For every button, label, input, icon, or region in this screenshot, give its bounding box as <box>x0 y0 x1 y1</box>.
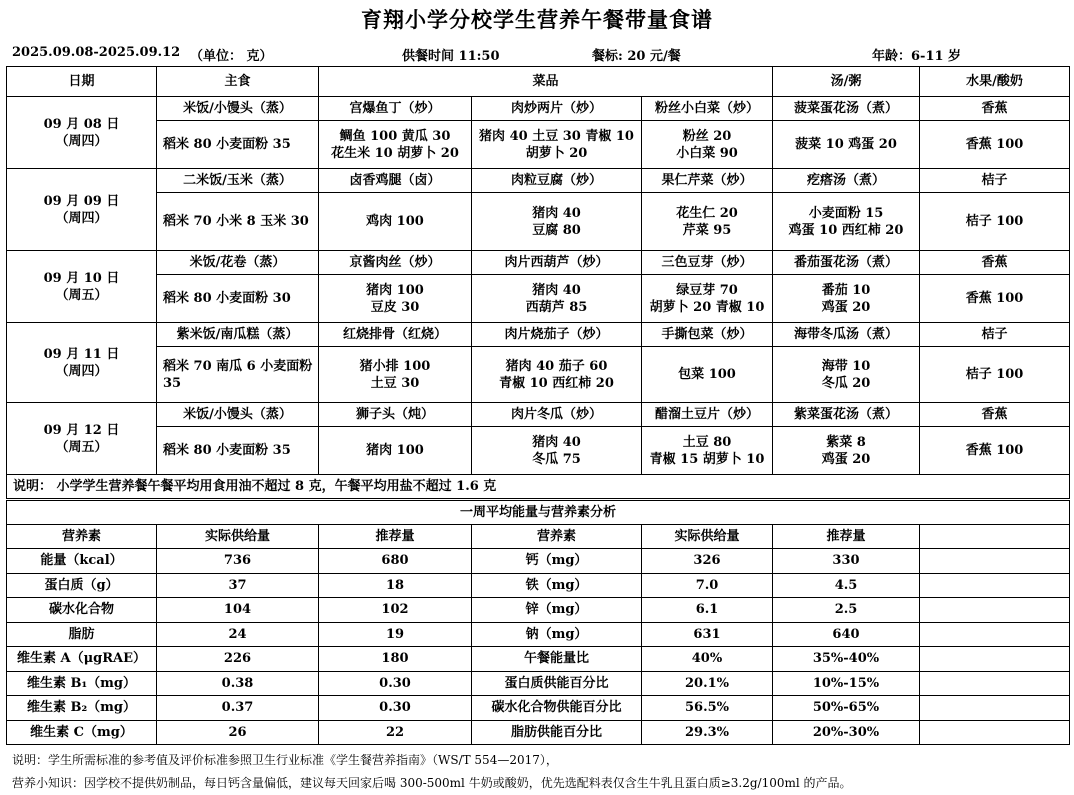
nutrient-name: 蛋白质供能百分比 <box>472 671 642 696</box>
ingredient-line: 豆腐 80 <box>532 222 581 238</box>
soup-name: 紫菜蛋花汤（煮） <box>773 403 920 427</box>
nutrient-row <box>7 696 1070 721</box>
soup-name: 海带冬瓜汤（煮） <box>773 323 920 347</box>
recommended-value: 22 <box>319 720 472 745</box>
ingredient-line: 豆皮 30 <box>370 299 420 315</box>
staple-name: 二米饭/玉米（蒸） <box>157 169 319 193</box>
recommended-value: 35%-40% <box>773 647 920 672</box>
recommended-value: 19 <box>319 622 472 647</box>
date-range: 2025.09.08-2025.09.12 <box>12 45 181 60</box>
dish-name: 狮子头（炖） <box>319 403 472 427</box>
day-row <box>7 251 1070 275</box>
nutrition-body <box>7 501 1070 745</box>
actual-value: 7.0 <box>642 573 773 598</box>
dish-name: 肉片西葫芦（炒） <box>472 251 642 275</box>
menu-note-row <box>7 475 1070 499</box>
actual-value: 0.38 <box>157 671 319 696</box>
dish-ingredients <box>472 427 642 475</box>
dish-name: 卤香鸡腿（卤） <box>319 169 472 193</box>
actual-header: 实际供给量 <box>642 525 773 549</box>
empty-cell <box>920 549 1070 574</box>
empty-cell <box>920 696 1070 721</box>
staple-name: 紫米饭/南瓜糕（蒸） <box>157 323 319 347</box>
actual-header: 实际供给量 <box>157 525 319 549</box>
ingredient-line: 菠菜 10 鸡蛋 20 <box>795 137 897 152</box>
ingredient-line: 鸡蛋 20 <box>821 451 871 467</box>
staple-ingredients: 稻米 70 小米 8 玉米 30 <box>157 193 319 251</box>
nutrient-row <box>7 549 1070 574</box>
date-text: 09 月 08 日 <box>43 116 120 132</box>
weekday-text: （周四） <box>55 210 108 226</box>
ingredient-line: 土豆 30 <box>370 375 420 391</box>
date-text: 09 月 12 日 <box>43 422 120 438</box>
staple-name: 米饭/花卷（蒸） <box>157 251 319 275</box>
header-date: 日期 <box>7 67 157 97</box>
actual-value: 37 <box>157 573 319 598</box>
ingredient-line: 绿豆芽 70 <box>676 282 738 298</box>
nutrient-header: 营养素 <box>472 525 642 549</box>
soup-ingredients <box>773 193 920 251</box>
nutrient-name: 维生素 A（μgRAE） <box>7 647 157 672</box>
ingredient-line: 冬瓜 75 <box>532 451 581 467</box>
recommended-value: 10%-15% <box>773 671 920 696</box>
nutrient-row <box>7 598 1070 623</box>
fruit-name: 香蕉 <box>920 97 1070 121</box>
nutrient-name: 维生素 C（mg） <box>7 720 157 745</box>
nutrient-name: 脂肪 <box>7 622 157 647</box>
ingredient-row <box>7 193 1070 251</box>
dish-name: 醋溜土豆片（炒） <box>642 403 773 427</box>
ingredient-line: 猪肉 40 <box>532 282 581 298</box>
dish-ingredients <box>642 275 773 323</box>
ingredient-line: 鸡蛋 10 西红柿 20 <box>788 222 904 238</box>
ingredient-line: 胡萝卜 20 <box>525 145 588 161</box>
dish-name: 肉片烧茄子（炒） <box>472 323 642 347</box>
nutrient-name: 钠（mg） <box>472 622 642 647</box>
actual-value: 0.37 <box>157 696 319 721</box>
ingredient-line: 海带 10 <box>821 358 871 374</box>
recommended-value: 180 <box>319 647 472 672</box>
serve-time: 供餐时间 11:50 <box>402 49 500 64</box>
dish-ingredients <box>642 193 773 251</box>
nutrient-name: 铁（mg） <box>472 573 642 598</box>
nutrient-name: 钙（mg） <box>472 549 642 574</box>
nutrient-row <box>7 720 1070 745</box>
actual-value: 56.5% <box>642 696 773 721</box>
fruit-name: 香蕉 <box>920 403 1070 427</box>
menu-body <box>7 67 1070 499</box>
weekday-text: （周四） <box>55 363 108 379</box>
actual-value: 631 <box>642 622 773 647</box>
dish-ingredients <box>642 347 773 403</box>
ingredient-line: 鸡蛋 20 <box>821 299 871 315</box>
staple-ingredients: 稻米 80 小麦面粉 30 <box>157 275 319 323</box>
staple-ingredients: 稻米 70 南瓜 6 小麦面粉 35 <box>157 347 319 403</box>
dish-name: 手撕包菜（炒） <box>642 323 773 347</box>
date-cell <box>7 169 157 251</box>
ingredient-row <box>7 427 1070 475</box>
dish-name: 宫爆鱼丁（炒） <box>319 97 472 121</box>
ingredient-row <box>7 347 1070 403</box>
nutrient-header-row <box>7 525 1070 549</box>
empty-cell <box>920 622 1070 647</box>
recommended-value: 4.5 <box>773 573 920 598</box>
ingredient-line: 冬瓜 20 <box>821 375 871 391</box>
fruit-name: 桔子 <box>920 323 1070 347</box>
staple-ingredients: 稻米 80 小麦面粉 35 <box>157 427 319 475</box>
staple-name: 米饭/小馒头（蒸） <box>157 97 319 121</box>
fruit-name: 桔子 <box>920 169 1070 193</box>
dish-name: 肉炒两片（炒） <box>472 97 642 121</box>
soup-ingredients <box>773 121 920 169</box>
date-cell <box>7 251 157 323</box>
dish-ingredients <box>472 347 642 403</box>
dish-name: 京酱肉丝（炒） <box>319 251 472 275</box>
soup-name: 菠菜蛋花汤（煮） <box>773 97 920 121</box>
soup-ingredients <box>773 427 920 475</box>
nutrient-name: 碳水化合物供能百分比 <box>472 696 642 721</box>
ingredient-line: 猪小排 100 <box>359 358 431 374</box>
recommended-header: 推荐量 <box>773 525 920 549</box>
day-row <box>7 97 1070 121</box>
day-row <box>7 323 1070 347</box>
ingredient-line: 猪肉 100 <box>366 282 424 298</box>
actual-value: 226 <box>157 647 319 672</box>
recommended-value: 0.30 <box>319 696 472 721</box>
recommended-value: 680 <box>319 549 472 574</box>
nutrient-name: 维生素 B₂（mg） <box>7 696 157 721</box>
price-standard: 餐标: 20 元/餐 <box>592 49 681 64</box>
date-text: 09 月 10 日 <box>43 270 120 286</box>
weekday-text: （周四） <box>55 133 108 149</box>
staple-ingredients: 稻米 80 小麦面粉 35 <box>157 121 319 169</box>
nutrient-row <box>7 622 1070 647</box>
soup-ingredients <box>773 275 920 323</box>
menu-header-row <box>7 67 1070 97</box>
recommended-value: 330 <box>773 549 920 574</box>
recommended-value: 20%-30% <box>773 720 920 745</box>
nutrient-name: 脂肪供能百分比 <box>472 720 642 745</box>
day-row <box>7 403 1070 427</box>
ingredient-line: 紫菜 8 <box>826 434 866 450</box>
menu-table <box>6 66 1070 499</box>
dish-name: 红烧排骨（红烧） <box>319 323 472 347</box>
nutrient-name: 维生素 B₁（mg） <box>7 671 157 696</box>
empty-cell <box>920 598 1070 623</box>
ingredient-line: 猪肉 100 <box>366 443 424 458</box>
day-row <box>7 169 1070 193</box>
dish-ingredients <box>319 427 472 475</box>
dish-name: 果仁芹菜（炒） <box>642 169 773 193</box>
ingredient-line: 胡萝卜 20 青椒 10 <box>649 299 765 315</box>
analysis-title: 一周平均能量与营养素分析 <box>7 501 1070 525</box>
soup-name: 疙瘩汤（煮） <box>773 169 920 193</box>
actual-value: 40% <box>642 647 773 672</box>
fruit-ingredients: 桔子 100 <box>920 347 1070 403</box>
nutrient-header: 营养素 <box>7 525 157 549</box>
date-cell <box>7 403 157 475</box>
ingredient-line: 花生仁 20 <box>676 205 738 221</box>
fruit-ingredients: 香蕉 100 <box>920 275 1070 323</box>
header-soup: 汤/粥 <box>773 67 920 97</box>
nutrient-row <box>7 671 1070 696</box>
recommended-header: 推荐量 <box>319 525 472 549</box>
weekday-text: （周五） <box>55 439 108 455</box>
ingredient-row <box>7 121 1070 169</box>
actual-value: 6.1 <box>642 598 773 623</box>
recommended-value: 18 <box>319 573 472 598</box>
dish-ingredients <box>472 275 642 323</box>
date-text: 09 月 09 日 <box>43 193 120 209</box>
header-fruit: 水果/酸奶 <box>920 67 1070 97</box>
soup-name: 番茄蛋花汤（煮） <box>773 251 920 275</box>
actual-value: 20.1% <box>642 671 773 696</box>
empty-cell <box>920 525 1070 549</box>
nutrient-row <box>7 573 1070 598</box>
fruit-ingredients: 桔子 100 <box>920 193 1070 251</box>
ingredient-line: 西葫芦 85 <box>525 299 588 315</box>
ingredient-line: 土豆 80 <box>682 434 732 450</box>
ingredient-line: 粉丝 20 <box>682 128 732 144</box>
nutrient-row <box>7 647 1070 672</box>
ingredient-line: 包菜 100 <box>678 367 736 382</box>
dish-name: 粉丝小白菜（炒） <box>642 97 773 121</box>
actual-value: 736 <box>157 549 319 574</box>
dish-ingredients <box>472 193 642 251</box>
ingredient-line: 猪肉 40 <box>532 205 581 221</box>
nutrient-name: 能量（kcal） <box>7 549 157 574</box>
date-text: 09 月 11 日 <box>43 346 120 362</box>
nutrient-name: 碳水化合物 <box>7 598 157 623</box>
actual-value: 326 <box>642 549 773 574</box>
analysis-title-row <box>7 501 1070 525</box>
ingredient-line: 小白菜 90 <box>676 145 738 161</box>
age-range: 年龄：6-11 岁 <box>872 49 962 64</box>
header-staple: 主食 <box>157 67 319 97</box>
header-dishes: 菜品 <box>319 67 773 97</box>
dish-ingredients <box>319 121 472 169</box>
nutrient-name: 午餐能量比 <box>472 647 642 672</box>
footer-standard-note: 说明：学生所需标准的参考值及评价标准参照卫生行业标准《学生餐营养指南》（WS/T 554—2017）， <box>12 753 558 767</box>
empty-cell <box>920 647 1070 672</box>
dish-ingredients <box>472 121 642 169</box>
ingredient-line: 鲷鱼 100 黄瓜 30 <box>339 128 451 144</box>
date-cell <box>7 97 157 169</box>
dish-name: 三色豆芽（炒） <box>642 251 773 275</box>
empty-cell <box>920 573 1070 598</box>
unit-label: （单位： 克） <box>190 49 273 64</box>
soup-ingredients <box>773 347 920 403</box>
ingredient-line: 鸡肉 100 <box>366 214 424 229</box>
dish-ingredients <box>319 347 472 403</box>
actual-value: 29.3% <box>642 720 773 745</box>
recommended-value: 0.30 <box>319 671 472 696</box>
empty-cell <box>920 671 1070 696</box>
ingredient-row <box>7 275 1070 323</box>
dish-name: 肉粒豆腐（炒） <box>472 169 642 193</box>
ingredient-line: 猪肉 40 茄子 60 <box>505 358 608 374</box>
ingredient-line: 芹菜 95 <box>682 222 732 238</box>
recommended-value: 50%-65% <box>773 696 920 721</box>
dish-ingredients <box>319 275 472 323</box>
actual-value: 24 <box>157 622 319 647</box>
actual-value: 26 <box>157 720 319 745</box>
page-title: 育翔小学分校学生营养午餐带量食谱 <box>361 7 713 32</box>
dish-ingredients <box>319 193 472 251</box>
menu-note: 说明： 小学学生营养餐午餐平均用食用油不超过 8 克，午餐平均用盐不超过 1.6 克 <box>7 475 1070 499</box>
dish-ingredients <box>642 427 773 475</box>
ingredient-line: 猪肉 40 <box>532 434 581 450</box>
ingredient-line: 小麦面粉 15 <box>808 205 884 221</box>
footer-nutrition-tip: 营养小知识：因学校不提供奶制品，每日钙含量偏低，建议每天回家后喝 300-500ml 牛奶或酸奶，优先选配料表仅含生牛乳且蛋白质≥3.2g/100ml 的产品。 <box>12 776 852 790</box>
date-cell <box>7 323 157 403</box>
nutrition-table <box>6 500 1070 745</box>
recommended-value: 102 <box>319 598 472 623</box>
recommended-value: 640 <box>773 622 920 647</box>
dish-ingredients <box>642 121 773 169</box>
fruit-ingredients: 香蕉 100 <box>920 427 1070 475</box>
actual-value: 104 <box>157 598 319 623</box>
ingredient-line: 番茄 10 <box>821 282 871 298</box>
staple-name: 米饭/小馒头（蒸） <box>157 403 319 427</box>
ingredient-line: 花生米 10 胡萝卜 20 <box>331 145 459 161</box>
empty-cell <box>920 720 1070 745</box>
fruit-name: 香蕉 <box>920 251 1070 275</box>
fruit-ingredients: 香蕉 100 <box>920 121 1070 169</box>
ingredient-line: 青椒 10 西红柿 20 <box>499 375 614 391</box>
recommended-value: 2.5 <box>773 598 920 623</box>
dish-name: 肉片冬瓜（炒） <box>472 403 642 427</box>
ingredient-line: 青椒 15 胡萝卜 10 <box>649 451 765 467</box>
weekday-text: （周五） <box>55 287 108 303</box>
nutrient-name: 蛋白质（g） <box>7 573 157 598</box>
nutrient-name: 锌（mg） <box>472 598 642 623</box>
ingredient-line: 猪肉 40 土豆 30 青椒 10 <box>479 128 634 144</box>
